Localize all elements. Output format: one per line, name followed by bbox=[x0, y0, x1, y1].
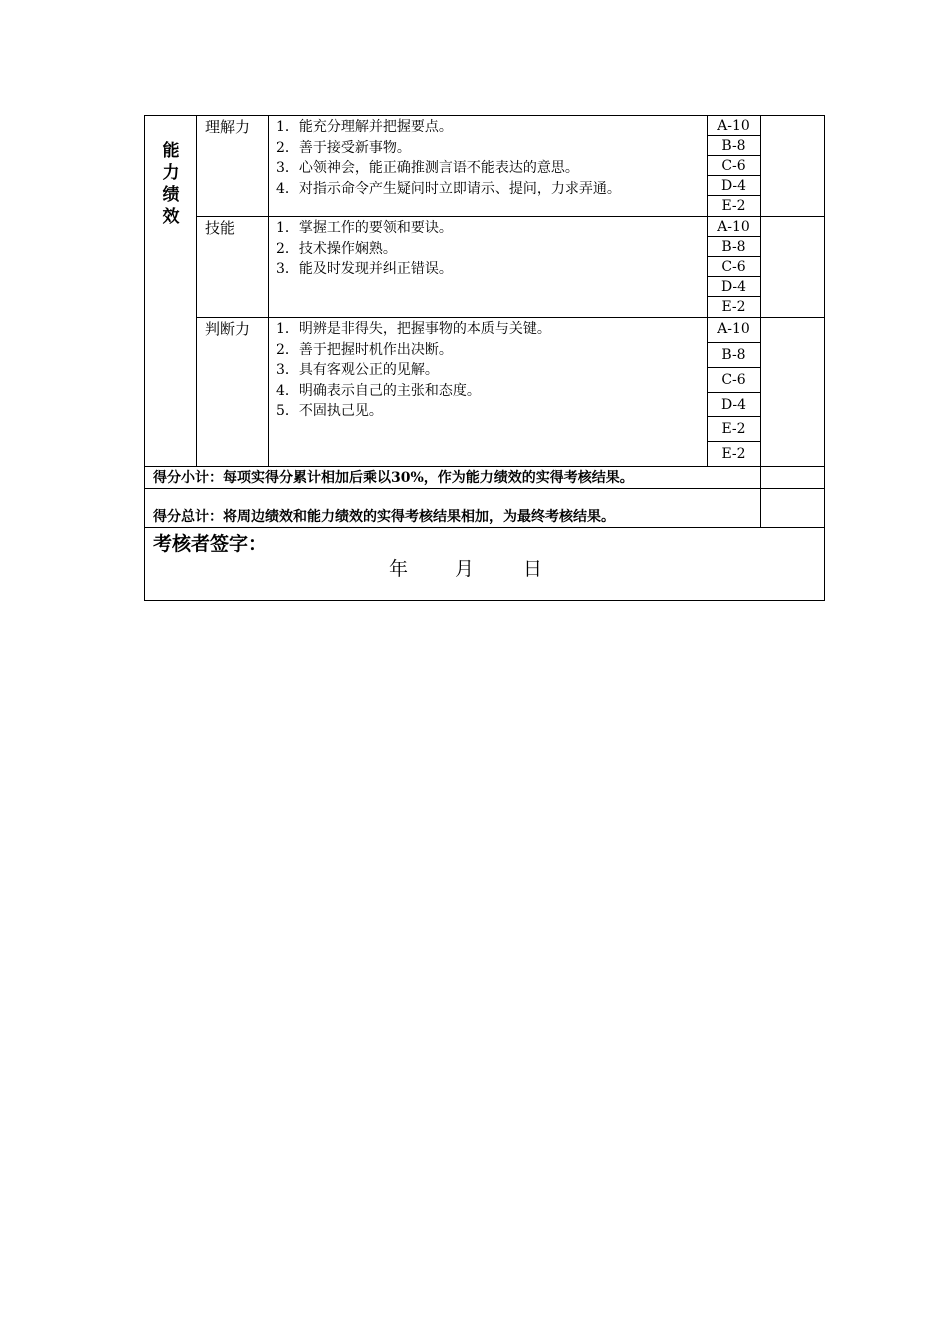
appraisal-table bbox=[144, 115, 825, 601]
section-items bbox=[276, 218, 453, 280]
grade-cell: A-10 bbox=[707, 217, 760, 237]
list-item: 3．具有客观公正的见解。 bbox=[276, 362, 439, 378]
grade-cell: C-6 bbox=[707, 368, 760, 393]
category-label: 能 力 绩 效 bbox=[162, 141, 180, 227]
grade-cell: D-4 bbox=[707, 277, 760, 297]
list-item: 3．心领神会，能正确推测言语不能表达的意思。 bbox=[276, 160, 579, 176]
date-day: 日 bbox=[523, 558, 543, 580]
grade-cell: D-4 bbox=[707, 176, 760, 196]
grade-cell: E-2 bbox=[721, 198, 746, 214]
list-item: 2．善于接受新事物。 bbox=[276, 139, 411, 156]
grade-cell: A-10 bbox=[707, 318, 760, 343]
list-item: 4．对指示命令产生疑问时立即请示、提问，力求弄通。 bbox=[276, 180, 621, 197]
signature-label: 考核者签字： bbox=[153, 533, 268, 555]
date-month: 月 bbox=[455, 558, 475, 580]
list-item: 5．不固执己见。 bbox=[276, 403, 383, 419]
divider bbox=[268, 116, 269, 466]
list-item: 1．掌握工作的要领和要诀。 bbox=[276, 220, 453, 236]
section-name: 判断力 bbox=[205, 320, 251, 338]
list-item: 3．能及时发现并纠正错误。 bbox=[276, 261, 453, 277]
section-items bbox=[276, 319, 551, 422]
section-name: 技能 bbox=[205, 219, 236, 237]
total-note: 得分总计：将周边绩效和能力绩效的实得考核结果相加，为最终考核结果。 bbox=[153, 509, 615, 525]
list-item: 2．善于把握时机作出决断。 bbox=[276, 341, 453, 358]
grade-cell: C-6 bbox=[707, 257, 760, 277]
grade-cell: E-2 bbox=[721, 299, 746, 315]
grade-cell: A-10 bbox=[707, 116, 760, 136]
grade-cell: C-6 bbox=[707, 156, 760, 176]
list-item: 2．技术操作娴熟。 bbox=[276, 240, 397, 257]
grade-cell: B-8 bbox=[707, 343, 760, 368]
divider bbox=[145, 527, 824, 528]
date-year: 年 bbox=[389, 558, 409, 580]
list-item: 4．明确表示自己的主张和态度。 bbox=[276, 382, 481, 399]
grade-cell: D-4 bbox=[707, 393, 760, 417]
divider bbox=[196, 116, 197, 466]
grade-cell: E-2 bbox=[707, 417, 760, 442]
section-name: 理解力 bbox=[205, 118, 251, 136]
grade-cell: B-8 bbox=[707, 136, 760, 156]
divider bbox=[145, 488, 824, 489]
grade-cell: B-8 bbox=[707, 237, 760, 257]
section-items bbox=[276, 117, 621, 199]
grade-cell: E-2 bbox=[721, 446, 746, 462]
divider bbox=[145, 466, 824, 467]
list-item: 1．明辨是非得失，把握事物的本质与关键。 bbox=[276, 321, 551, 337]
subtotal-note: 得分小计：每项实得分累计相加后乘以30%，作为能力绩效的实得考核结果。 bbox=[153, 470, 634, 486]
list-item: 1．能充分理解并把握要点。 bbox=[276, 119, 453, 135]
